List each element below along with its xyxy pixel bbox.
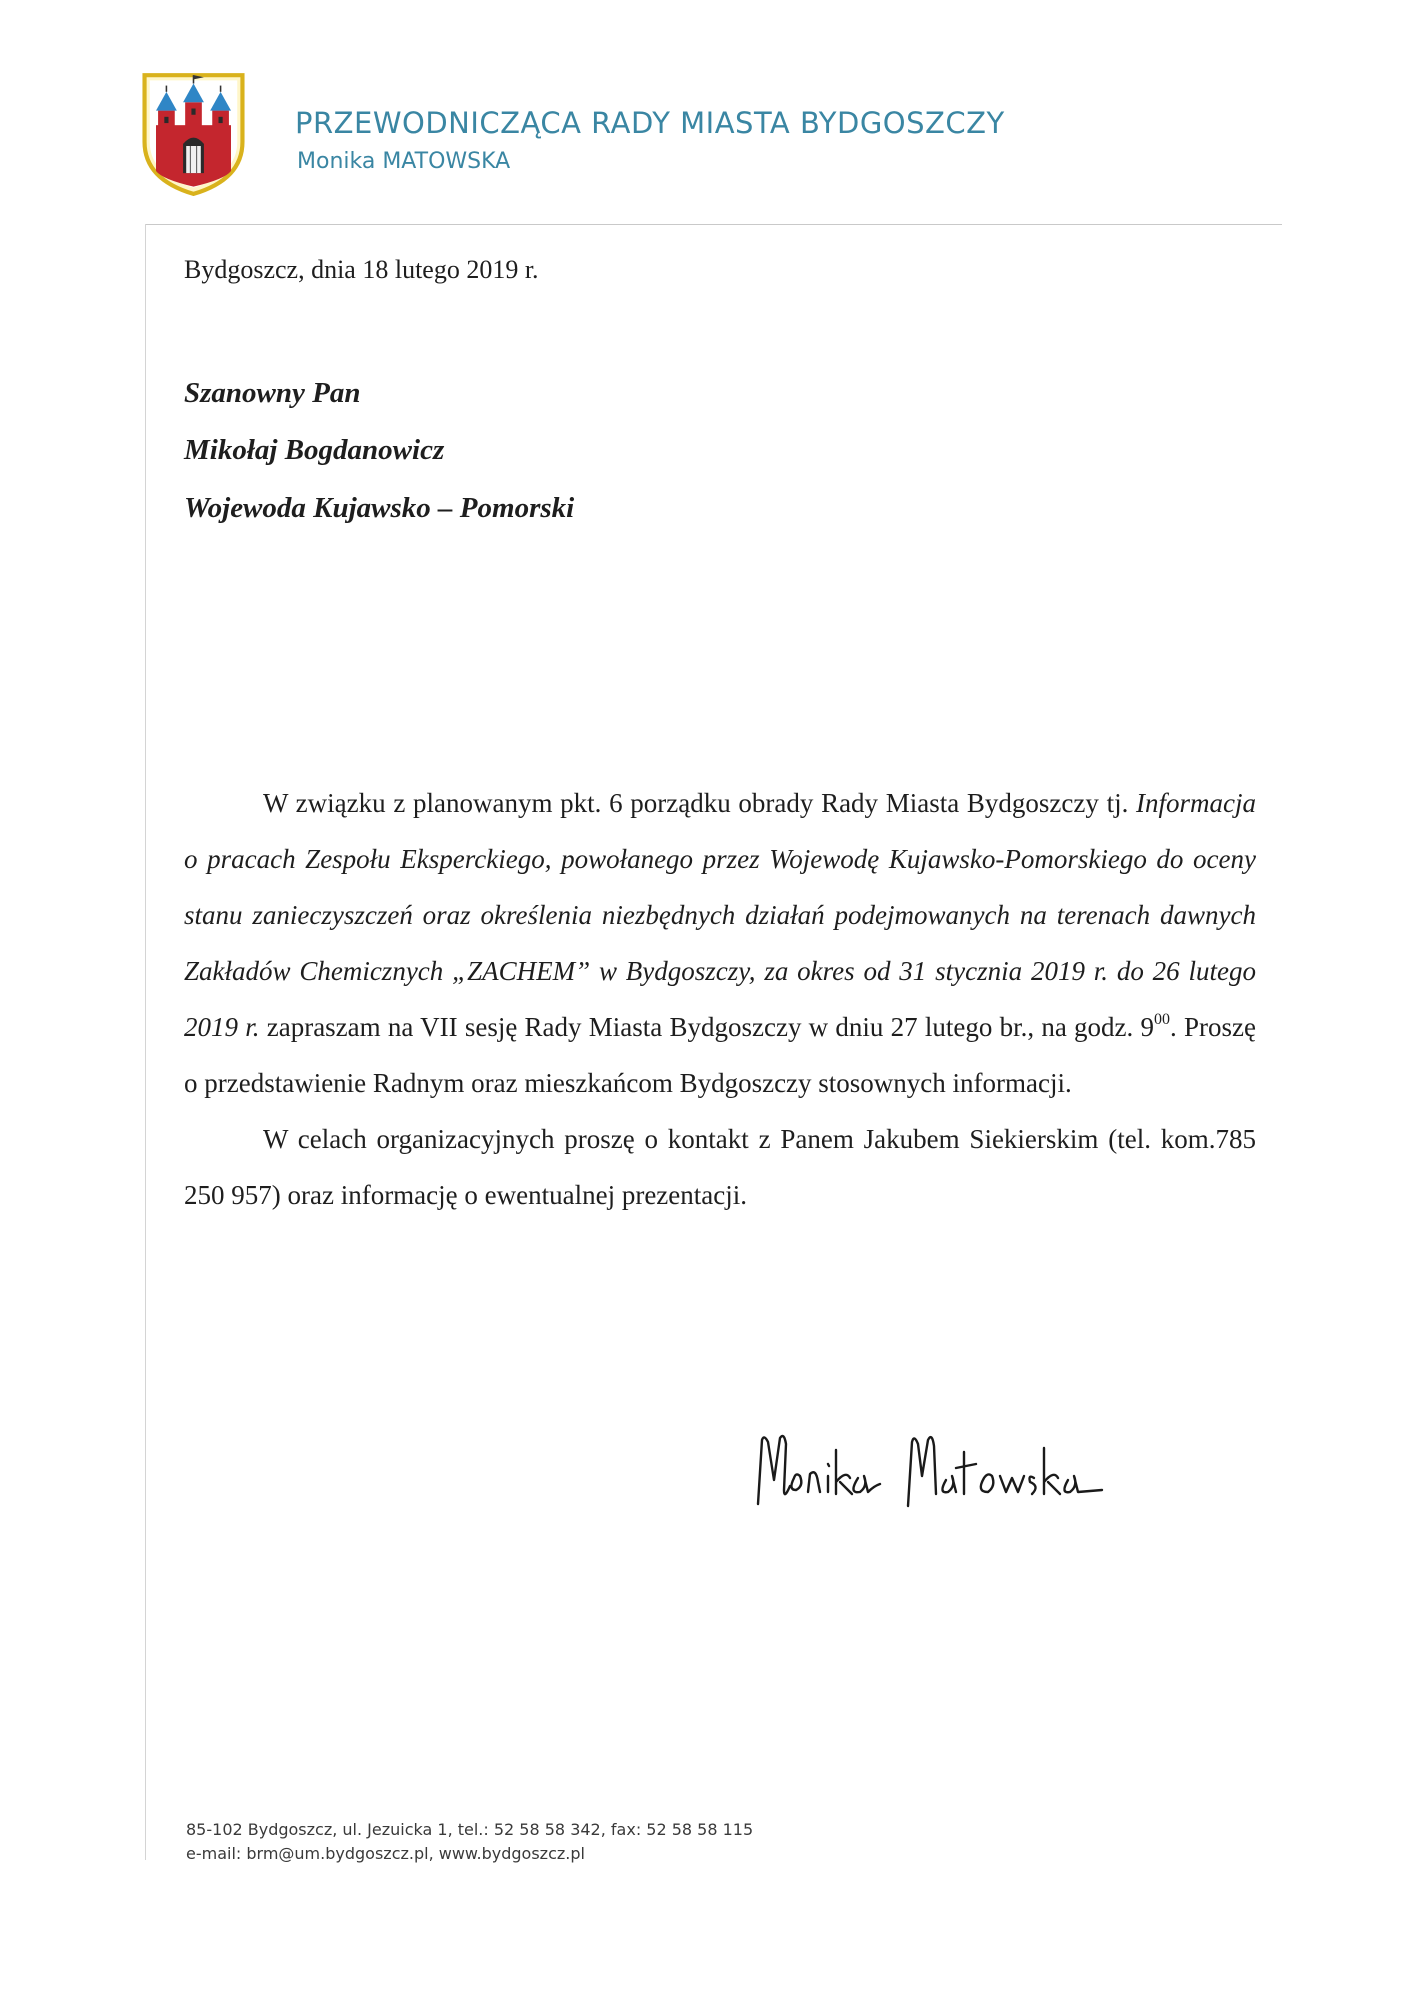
footer-address: 85-102 Bydgoszcz, ul. Jezuicka 1, tel.: 52 58 58 342, fax: 52 58 58 115 — [186, 1820, 754, 1839]
letterhead-subtitle: Monika MATOWSKA — [297, 149, 511, 174]
letter-date: Bydgoszcz, dnia 18 lutego 2019 r. — [184, 255, 539, 284]
agenda-topic: Informacja o pracach Zespołu Eksperckiego, powołanego przez Wojewodę Kujawsko-Pomorskiego do oceny stanu zanieczyszczeń oraz określenia niezbędnych działań podejmowanych na terenach dawnych Zakładów Chemicznych „ZACHEM” w Bydgoszczy, za okres od 31 stycznia 2019 r. do 26 lutego 2019 r. — [184, 788, 1256, 1042]
body-paragraph-1 — [184, 775, 1256, 1111]
handwritten-signature — [750, 1420, 1110, 1510]
margin-rule — [145, 224, 146, 1860]
letterhead-divider — [145, 224, 1282, 225]
footer-contact: e-mail: brm@um.bydgoszcz.pl, www.bydgoszcz.pl — [186, 1844, 585, 1863]
letter-body — [184, 775, 1256, 1223]
paragraph-intro: W związku z planowanym pkt. 6 porządku obrady Rady Miasta Bydgoszczy tj. — [263, 788, 1137, 818]
invitation-text: zapraszam na VII sesję Rady Miasta Bydgoszczy w dniu 27 lutego br., na godz. 9 — [259, 1012, 1155, 1042]
addressee-name: Mikołaj Bogdanowicz — [184, 434, 445, 466]
body-paragraph-2: W celach organizacyjnych proszę o kontakt z Panem Jakubem Siekierskim (tel. kom.785 250 957) oraz informację o ewentualnej prezentacji. — [184, 1124, 1256, 1210]
letterhead-title: PRZEWODNICZĄCA RADY MIASTA BYDGOSZCZY — [295, 106, 1005, 140]
request-text: . Proszę o przedstawienie Radnym oraz mieszkańcom Bydgoszczy stosownych informacji. — [184, 1012, 1256, 1098]
addressee-position: Wojewoda Kujawsko – Pomorski — [184, 492, 575, 524]
time-superscript: 00 — [1154, 1011, 1171, 1028]
addressee-salutation: Szanowny Pan — [184, 377, 361, 409]
bydgoszcz-coat-of-arms-icon — [141, 71, 246, 196]
